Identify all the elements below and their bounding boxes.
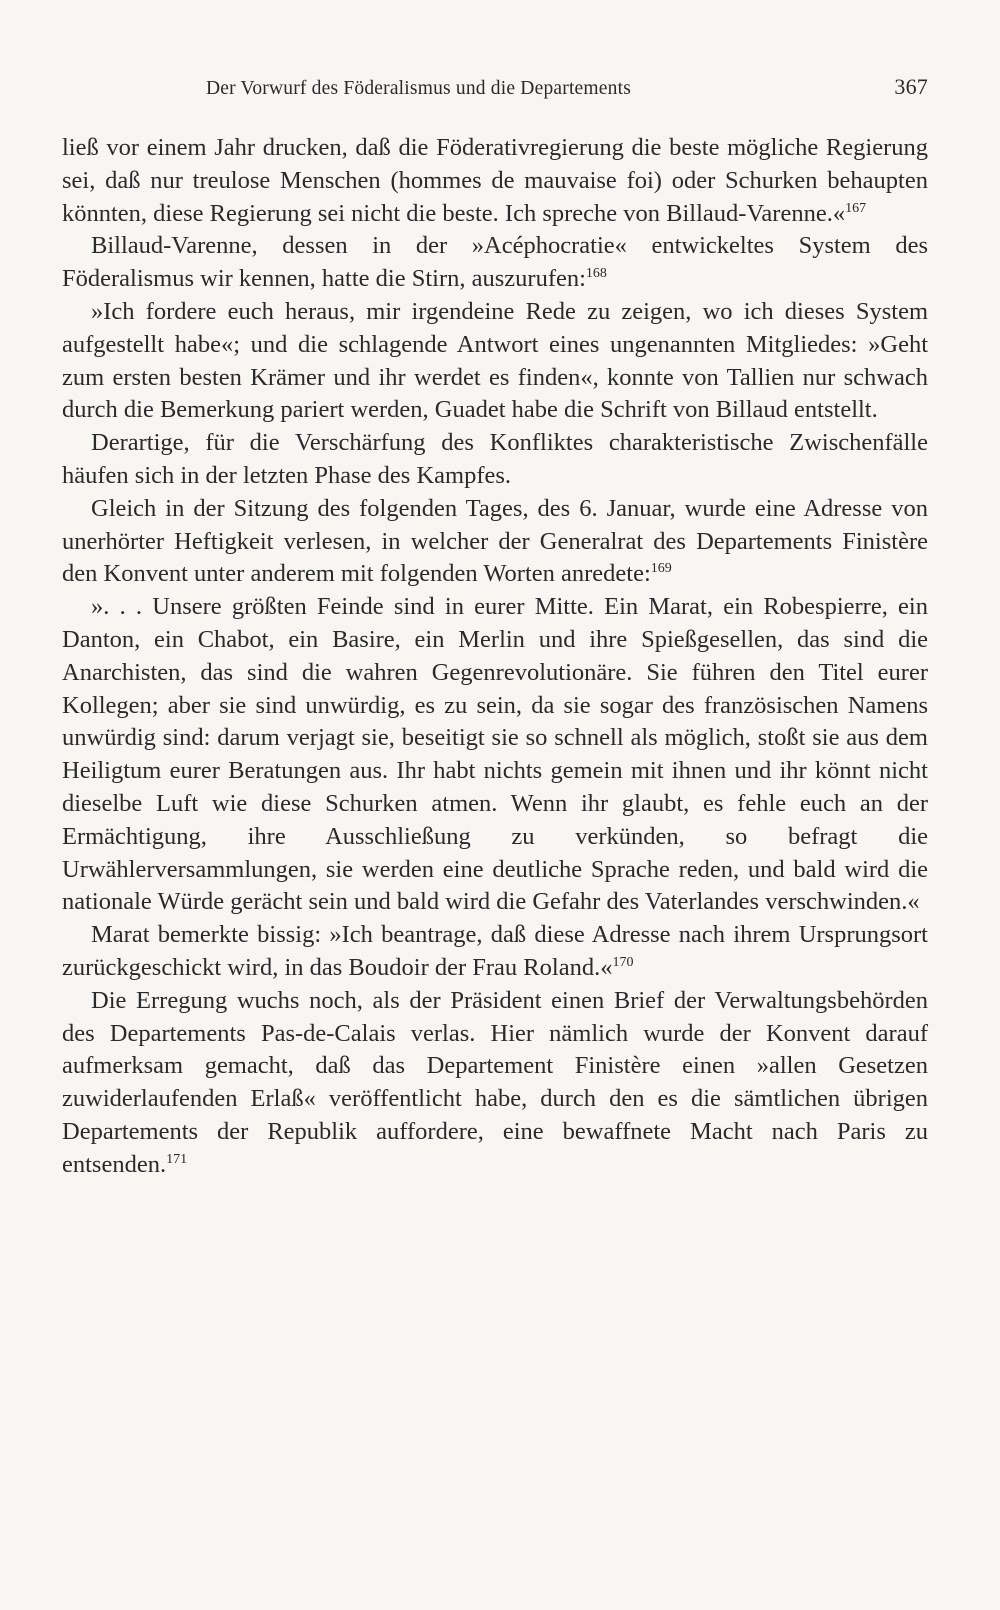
paragraph-text: Marat bemerkte bissig: »Ich beantrage, daß diese Adresse nach ihrem Ursprungsort zurückgeschickt wird, in das Boudoir der Frau Roland.« [62, 921, 928, 981]
paragraph-text: Billaud-Varenne, dessen in der »Acéphocratie« entwickeltes System des Föderalismus wir kennen, hatte die Stirn, auszurufen: [62, 232, 928, 293]
paragraph-text: Gleich in der Sitzung des folgenden Tages, des 6. Januar, wurde eine Adresse von unerhörter Heftigkeit verlesen, in welcher der Generalrat des Departements Finistère den Konvent unter anderem mit folgenden Worten anredete: [62, 494, 928, 588]
footnote-marker: 171 [166, 1151, 188, 1167]
paragraph [62, 427, 928, 493]
page-number: 367 [894, 74, 928, 99]
paragraph-text: ». . . Unsere größten Feinde sind in eurer Mitte. Ein Marat, ein Robespierre, ein Danton, ein Chabot, ein Basire, ein Merlin und ihre Spießgesellen, das sind die Anarchisten, das sind die wahren Gegenrevolutionäre. Sie führen den Titel eurer Kollegen; aber sie sind unwürdig, es zu sein, da sie sogar des französischen Namens unwürdig sind: darum verjagt sie, beseitigt sie so schnell als möglich, stoßt sie aus dem Heiligtum eurer Beratungen aus. Ihr habt nichts gemein mit ihnen und ihr könnt nicht dieselbe Luft wie diese Schurken atmen. Wenn ihr glaubt, es fehle euch an der Ermächtigung, ihre Ausschließung zu verkünden, so befragt die Urwählerversammlungen, sie werden eine deutliche Sprache reden, und bald wird die nationale Würde gerächt sein und bald wird die Gefahr des Vaterlandes verschwinden.« [62, 593, 928, 916]
paragraph [62, 230, 928, 296]
footnote-marker: 167 [845, 200, 867, 216]
paragraph [62, 985, 928, 1182]
paragraph-text: »Ich fordere euch heraus, mir irgendeine Rede zu zeigen, wo ich dieses System aufgestellt habe«; und die schlagende Antwort eines ungenannten Mitgliedes: »Geht zum ersten besten Krämer und ihr werdet es finden«, konnte von Tallien nur schwach durch die Bemerkung pariert werden, Guadet habe die Schrift von Billaud entstellt. [62, 297, 928, 424]
paragraph [62, 919, 928, 985]
paragraph-text: ließ vor einem Jahr drucken, daß die Föderativregierung die beste mögliche Regierung sei, daß nur treulose Menschen (hommes de mauvaise foi) oder Schurken behaupten könnten, diese Regierung sei nicht die beste. Ich spreche von Billaud-Varenne.« [62, 134, 928, 227]
running-head-title: Der Vorwurf des Föderalismus und die Departements [206, 78, 631, 99]
paragraph [62, 296, 928, 427]
paragraph-text: Die Erregung wuchs noch, als der Präsident einen Brief der Verwaltungsbehörden des Departements Pas-de-Calais verlas. Hier nämlich wurde der Konvent darauf aufmerksam gemacht, daß das Departement Finistère einen »allen Gesetzen zuwiderlaufenden Erlaß« veröffentlicht habe, durch den es die sämtlichen übrigen Departements der Republik auffordere, eine bewaffnete Macht nach Paris zu entsenden. [62, 986, 928, 1178]
paragraph [62, 493, 928, 591]
footnote-marker: 170 [612, 954, 634, 970]
footnote-marker: 168 [585, 266, 607, 282]
body-text [62, 132, 928, 1182]
paragraph-text: Derartige, für die Verschärfung des Konfliktes charakteristische Zwischenfälle häufen sich in der letzten Phase des Kampfes. [62, 429, 928, 489]
paragraph [62, 591, 928, 919]
running-head [206, 74, 928, 108]
paragraph [62, 132, 928, 230]
footnote-marker: 169 [650, 561, 672, 577]
